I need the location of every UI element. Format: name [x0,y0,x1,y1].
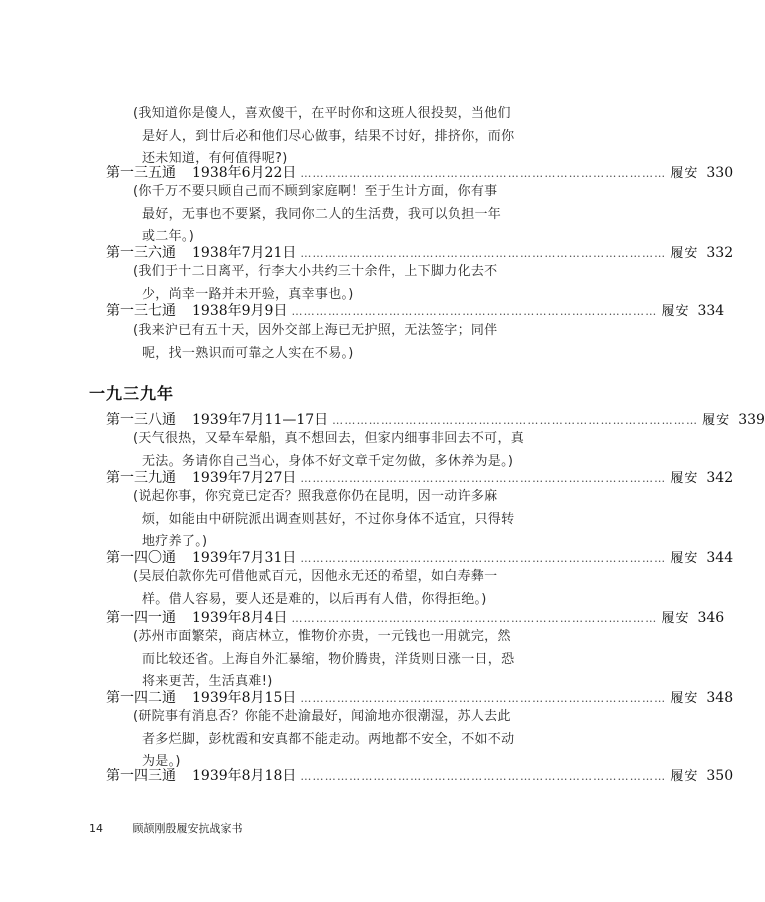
letter-date: 1939年8月18日 [192,768,297,784]
page-number: 339 [738,412,765,428]
letter-excerpt [133,428,525,473]
letter-excerpt [133,181,511,249]
excerpt-line: (研院事有消息否？你能不赴渝最好，闻渝地亦很潮湿，苏人去此 [133,709,511,724]
toc-entry[interactable] [106,301,725,321]
excerpt-line: 少，尚幸一路并未开验，真幸事也。) [142,286,354,302]
page-number: 344 [706,550,734,566]
letter-excerpt [133,103,515,171]
page-footer [89,820,243,836]
letter-date: 1939年7月31日 [192,550,297,566]
letter-excerpt [133,626,515,694]
letter-number: 第一四二通 [106,690,176,706]
letter-number: 第一三六通 [106,245,176,261]
excerpt-line: 者多烂脚，彭枕霞和安真都不能走动。两地都不安全，不如不动 [142,731,515,747]
letter-number: 第一三八通 [106,412,176,428]
letter-date: 1939年7月27日 [192,470,297,486]
letter-number: 第一三五通 [106,165,176,181]
letter-author: 履安 [670,166,699,181]
excerpt-line: (你千万不要只顾自己而不顾到家庭啊！至于生计方面，你有事 [133,184,498,199]
excerpt-line: (我知道你是傻人，喜欢傻干，在平时你和这班人很投契，当他们 [133,106,511,121]
letter-author: 履安 [670,691,699,706]
leader-dots: ……………………………………………………………………………… [300,552,667,565]
excerpt-line: (天气很热，又晕车晕船，真不想回去，但家内细事非回去不可，真 [133,431,525,446]
letter-date: 1939年7月11—17日 [192,412,329,428]
letter-excerpt [133,706,515,774]
page-number: 350 [706,768,734,784]
letter-date: 1938年6月22日 [192,165,297,181]
page-number: 342 [706,470,734,486]
leader-dots: ……………………………………………………………………………… [300,247,667,260]
letter-number: 第一三七通 [106,303,176,319]
excerpt-line: 或二年。) [142,229,195,244]
toc-entry[interactable] [106,410,765,430]
leader-dots: ……………………………………………………………………………… [300,167,667,180]
letter-author: 履安 [661,304,690,319]
excerpt-line: 呢，找一熟识而可靠之人实在不易。) [142,345,354,361]
letter-excerpt [133,261,511,306]
leader-dots: ……………………………………………………………………………… [291,305,658,318]
letter-number: 第一三九通 [106,470,176,486]
excerpt-line: 是好人，到廿后必和他们尽心做事，结果不讨好，排挤你，而你 [142,128,515,144]
footer-page-number: 14 [89,822,103,835]
toc-entry[interactable] [106,766,734,786]
excerpt-line: 烦，如能由中研院派出调查则甚好，不过你身体不适宜，只得转 [142,511,515,527]
leader-dots: ……………………………………………………………………………… [300,472,667,485]
letter-number: 第一四〇通 [106,550,176,566]
letter-date: 1939年8月4日 [192,610,288,626]
footer-book-title: 顾颉刚殷履安抗战家书 [132,822,243,835]
excerpt-line: (我来沪已有五十天，因外交部上海已无护照，无法签字；同伴 [133,323,498,338]
leader-dots: ……………………………………………………………………………… [291,612,658,625]
excerpt-line: 而比较还省。上海自外汇暴缩，物价腾贵，洋货则日涨一日，恐 [142,651,515,667]
excerpt-line: (苏州市面繁荣，商店林立，惟物价亦贵，一元钱也一用就完，然 [133,629,511,644]
letter-excerpt [133,320,511,365]
section-heading-1939: 一九三九年 [89,384,175,403]
page-number: 346 [697,610,725,626]
letter-author: 履安 [670,769,699,784]
leader-dots: ……………………………………………………………………………… [300,770,667,783]
excerpt-line: 样。借人容易，要人还是难的，以后再有人借，你得拒绝。) [142,591,487,607]
letter-date: 1938年9月9日 [192,303,288,319]
letter-number: 第一四一通 [106,610,176,626]
leader-dots: ……………………………………………………………………………… [300,692,667,705]
letter-author: 履安 [661,611,690,626]
toc-entry[interactable] [106,163,734,183]
page-number: 348 [706,690,734,706]
letter-author: 履安 [702,413,731,428]
toc-entry[interactable] [106,548,734,568]
page-number: 334 [697,303,725,319]
excerpt-line: 最好，无事也不要紧，我同你二人的生活费，我可以负担一年 [142,206,502,222]
toc-entry[interactable] [106,608,725,628]
letter-excerpt [133,486,515,554]
excerpt-line: 将来更苦，生活真难!) [142,674,273,689]
excerpt-line: (我们于十二日离平，行李大小共约三十余件，上下脚力化去不 [133,264,498,279]
excerpt-line: (说起你事，你究竟已定否？照我意你仍在昆明，因一动许多麻 [133,489,498,504]
page-number: 330 [706,165,734,181]
letter-date: 1938年7月21日 [192,245,297,261]
letter-date: 1939年8月15日 [192,690,297,706]
page-number: 332 [706,245,734,261]
excerpt-line: 为是。) [142,754,181,769]
toc-entry[interactable] [106,688,734,708]
toc-entry[interactable] [106,468,734,488]
letter-author: 履安 [670,551,699,566]
toc-entry[interactable] [106,243,734,263]
excerpt-line: 还未知道，有何值得呢?) [142,151,288,166]
letter-author: 履安 [670,471,699,486]
excerpt-line: 无法。务请你自己当心，身体不好文章千定勿做，多休养为是。) [142,453,514,469]
letter-excerpt [133,566,511,611]
leader-dots: ……………………………………………………………………………… [332,414,699,427]
excerpt-line: 地疗养了。) [142,534,208,549]
letter-number: 第一四三通 [106,768,176,784]
excerpt-line: (吴辰伯款你先可借他贰百元，因他永无还的希望，如白寿彝一 [133,569,498,584]
letter-author: 履安 [670,246,699,261]
